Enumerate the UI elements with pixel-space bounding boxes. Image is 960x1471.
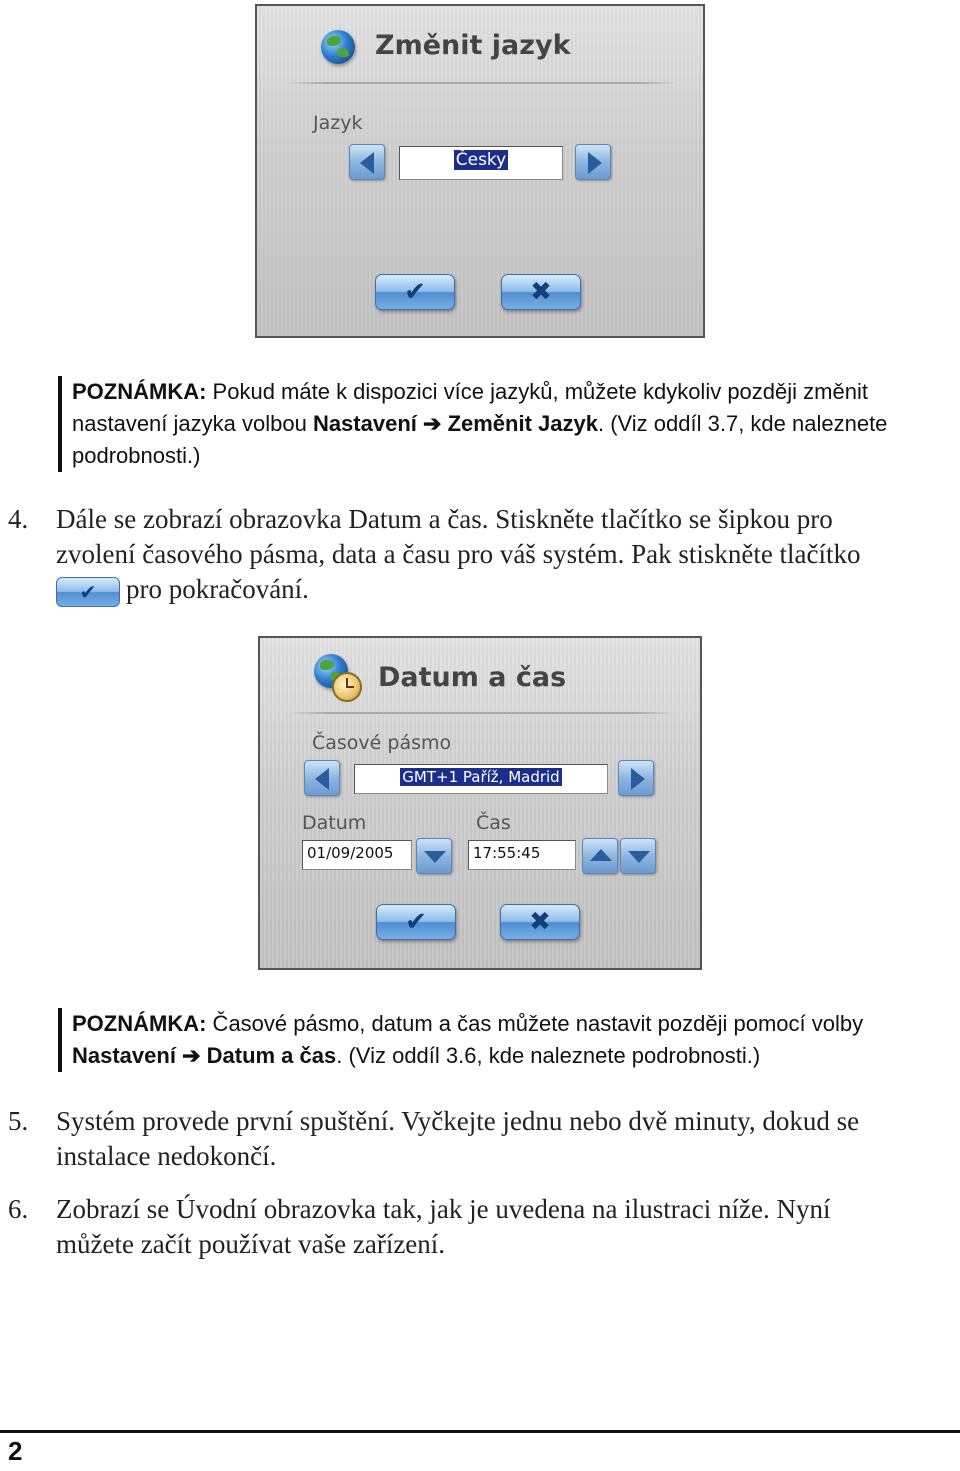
step-text <box>56 1192 830 1262</box>
step-text <box>56 1104 859 1174</box>
note-line <box>72 440 952 472</box>
note-line <box>72 376 952 408</box>
language-value: Česky <box>455 150 507 170</box>
timezone-field[interactable] <box>354 764 608 794</box>
menu-path-change-language: Zeměnit Jazyk <box>447 411 598 436</box>
timezone-next-button[interactable] <box>618 760 654 796</box>
checkmark-icon: ✔ <box>404 277 426 307</box>
language-screen-title: Změnit jazyk <box>375 30 571 61</box>
note-line <box>72 408 952 440</box>
timezone-prev-button[interactable] <box>304 760 340 796</box>
menu-path-settings: Nastavení <box>72 1043 176 1068</box>
time-field[interactable] <box>468 840 576 870</box>
globe-icon <box>321 30 355 64</box>
note-prefix: POZNÁMKA: <box>72 379 207 404</box>
menu-path-date-time: Datum a čas <box>206 1043 337 1068</box>
arrow-right-icon: ➔ <box>175 1043 207 1068</box>
menu-path-settings: Nastavení <box>312 411 417 436</box>
title-divider <box>287 82 677 84</box>
step-4 <box>8 502 953 612</box>
arrow-right-icon: ➔ <box>416 411 448 436</box>
note-text: podrobnosti.) <box>72 443 201 468</box>
time-down-button[interactable] <box>620 838 656 874</box>
arrow-left-icon <box>360 152 374 174</box>
step-number: 5. <box>8 1106 29 1136</box>
step-line: Zobrazí se Úvodní obrazovka tak, jak je uvedena na ilustraci níže. Nyní <box>56 1194 831 1224</box>
title-divider <box>290 712 674 714</box>
language-screen <box>255 4 705 338</box>
checkmark-icon: ✔ <box>405 907 427 937</box>
step-5 <box>8 1104 953 1176</box>
cross-icon: ✖ <box>530 277 552 307</box>
date-field[interactable] <box>302 840 412 870</box>
ok-button[interactable] <box>375 274 455 310</box>
time-label: Čas <box>476 812 511 834</box>
cross-icon: ✖ <box>529 907 551 937</box>
date-value: 01/09/2005 <box>307 844 394 862</box>
ok-button[interactable] <box>376 904 456 940</box>
step-line: zvolení časového pásma, data a času pro váš systém. Pak stiskněte tlačítko <box>56 539 861 569</box>
note-text: . (Viz oddíl 3.7, kde naleznete <box>597 411 888 436</box>
step-line: instalace nedokončí. <box>56 1141 277 1171</box>
note-line <box>72 1008 952 1040</box>
chevron-down-icon <box>628 851 650 863</box>
step-number: 4. <box>8 504 29 534</box>
date-picker-button[interactable] <box>416 838 452 874</box>
date-label: Datum <box>302 812 367 834</box>
timezone-value: GMT+1 Paříž, Madrid <box>402 768 560 786</box>
language-field[interactable] <box>399 146 563 180</box>
footer-rule <box>0 1430 960 1433</box>
date-time-screen-title: Datum a čas <box>378 662 567 693</box>
note-text: nastavení jazyka volbou <box>72 411 313 436</box>
step-line: Systém provede první spuštění. Vyčkejte jednu nebo dvě minuty, dokud se <box>56 1106 860 1136</box>
chevron-down-icon <box>424 851 446 863</box>
note-text: . (Viz oddíl 3.6, kde naleznete podrobnosti.) <box>336 1043 761 1068</box>
note-line <box>72 1040 952 1072</box>
note-prefix: POZNÁMKA: <box>72 1011 207 1036</box>
cancel-button[interactable] <box>501 274 581 310</box>
arrow-right-icon <box>631 768 645 790</box>
arrow-right-icon <box>588 152 602 174</box>
step-text <box>56 502 861 607</box>
step-6 <box>8 1192 953 1264</box>
step-line <box>56 572 861 607</box>
note-date-time <box>58 1008 952 1072</box>
language-prev-button[interactable] <box>349 144 385 180</box>
note-text: Časové pásmo, datum a čas můžete nastavit později pomocí volby <box>206 1011 864 1036</box>
note-language <box>58 376 952 472</box>
language-label: Jazyk <box>313 112 363 134</box>
inline-ok-button-icon: ✔ <box>56 577 120 607</box>
time-up-button[interactable] <box>582 838 618 874</box>
note-text: Pokud máte k dispozici více jazyků, můžete kdykoliv později změnit <box>206 379 868 404</box>
date-time-screen <box>258 636 702 970</box>
chevron-up-icon <box>590 849 612 861</box>
cancel-button[interactable] <box>500 904 580 940</box>
time-value: 17:55:45 <box>473 844 541 862</box>
step-line: můžete začít používat vaše zařízení. <box>56 1229 446 1259</box>
step-line: Dále se zobrazí obrazovka Datum a čas. Stiskněte tlačítko se šipkou pro <box>56 504 833 534</box>
arrow-left-icon <box>315 768 329 790</box>
page-number: 2 <box>8 1436 23 1466</box>
timezone-label: Časové pásmo <box>312 732 452 754</box>
step-line-text: pro pokračování. <box>126 574 309 604</box>
step-number: 6. <box>8 1194 29 1224</box>
language-next-button[interactable] <box>575 144 611 180</box>
clock-icon <box>332 672 362 702</box>
